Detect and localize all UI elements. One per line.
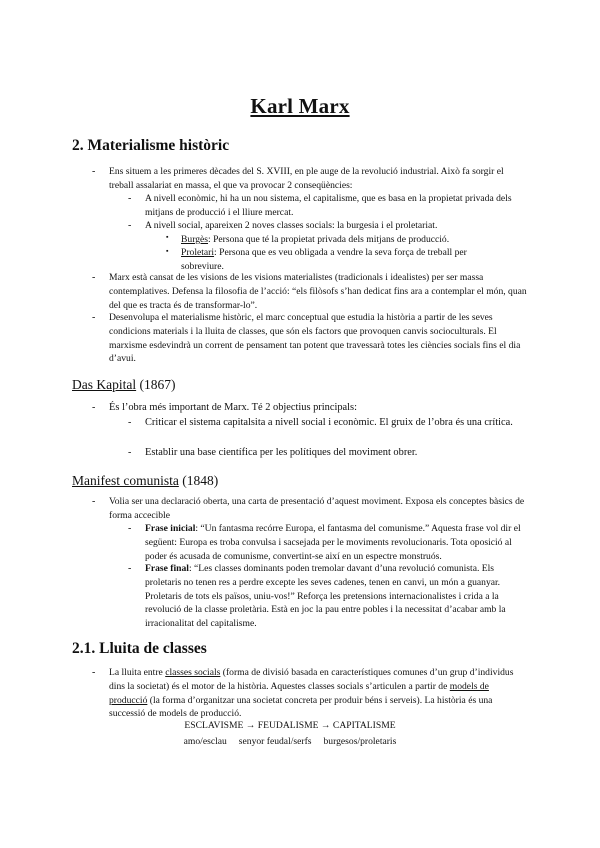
definition-proletari (181, 246, 511, 274)
bullet-dash: - (92, 166, 96, 177)
subheading-das-kapital (72, 377, 175, 393)
quote-label: Frase final (145, 563, 189, 574)
definition-burges-text: : Persona que té la propietat privada dels mitjans de producció. (208, 234, 450, 245)
sub-item: A nivell econòmic, hi ha un nou sistema, el capitalisme, que es basa en la propietat privada dels mitjans de producció i el lliure mercat. (145, 193, 512, 218)
paragraph: Desenvolupa el materialisme històric, el marc conceptual que estudia la història a partir de les seves condicions materials i la lluita de classes, que són els factors que provoquen canvis socioculturals. El marxisme esdevindrà un corrent de pensament tan potent que travessarà totes les ciències socials fins el dia d’avui. (109, 312, 521, 365)
sub-item (145, 522, 529, 563)
subheading-manifest (72, 473, 218, 489)
bullet-dash: - (92, 312, 96, 323)
sub-item: Establir una base científica per les polítiques del moviment obrer. (145, 447, 418, 458)
term-burges: Burgès (181, 234, 209, 245)
square-bullet: ▪ (166, 247, 169, 255)
paragraph-text: (forma de divisió basada en característiques comunes d’un grup d’individus dins la societat) és el motor de la història. Aquestes classes socials s’articulen a partir de (109, 667, 514, 692)
section-heading-lluita: 2.1. Lluita de classes (72, 640, 207, 657)
square-bullet: ▪ (166, 233, 169, 241)
book-year: (1867) (136, 377, 176, 392)
book-title: Das Kapital (72, 377, 137, 392)
book-year: (1848) (178, 473, 219, 488)
production-models-chain: ESCLAVISME → FEUDALISME → CAPITALISME (184, 720, 396, 731)
definition-proletari-text: : Persona que es veu obligada a vendre la seva força de treball per sobreviure. (181, 247, 467, 272)
paragraph (109, 666, 529, 721)
bullet-dash: - (92, 402, 96, 413)
paragraph-text: (la forma d’organitzar una societat concreta per produir béns i serveis). La història és una successió de models de producció. (109, 694, 493, 720)
bullet-dash: - (128, 193, 132, 204)
sub-item (145, 562, 529, 631)
bullet-dash: - (128, 220, 132, 231)
bullet-dash: - (128, 523, 132, 534)
book-title: Manifest comunista (72, 473, 179, 488)
page-title: Karl Marx (250, 94, 350, 118)
quote-text: : “Un fantasma recórre Europa, el fantasma del comunisme.” Aquesta frase vol dir el següent: Europa es troba convulsa i sacsejada per le moviments revolucionaris. Tota oposició al poder és acusada de comunisme, convertint-se així en un espectre monstruós. (145, 523, 521, 562)
class-pairs: amo/esclau senyor feudal/serfs burgesos/proletaris (183, 736, 397, 747)
sub-item: Criticar el sistema capitalsita a nivell social i econòmic. El gruix de l’obra és una crítica. (145, 417, 513, 428)
paragraph: Ens situem a les primeres dècades del S. XVIII, en ple auge de la revolució industrial. Això fa sorgir el treball assalariat en massa, el que va provocar 2 conseqüències: (109, 166, 504, 191)
bullet-dash: - (92, 496, 96, 507)
quote-label: Frase inicial (145, 523, 196, 534)
term-classes-socials: classes socials (165, 667, 221, 678)
paragraph: Volia ser una declaració oberta, una carta de presentació d’aquest moviment. Exposa els conceptes bàsics de forma accecible (109, 496, 525, 521)
bullet-dash: - (92, 272, 96, 283)
paragraph-text: La lluita entre (109, 667, 166, 678)
paragraph: És l’obra més important de Marx. Té 2 objectius principals: (109, 402, 357, 413)
bullet-dash: - (128, 417, 132, 428)
bullet-dash: - (92, 667, 96, 678)
sub-item: A nivell social, apareixen 2 noves classes socials: la burgesia i el proletariat. (145, 220, 438, 231)
paragraph: Marx està cansat de les visions de les visions materialistes (tradicionals i idealistes) per ser massa contemplatives. Defensa la filosofia de l’acció: “els filòsofs s’han dedicat fins ara a contemplar el món, quan del que es tracta és de transformar-lo”. (109, 272, 527, 311)
term-models-produccio: models de producció (109, 680, 489, 706)
section-heading-materialisme: 2. Materialisme històric (72, 137, 230, 154)
term-proletari: Proletari (181, 247, 215, 258)
bullet-dash: - (128, 447, 132, 458)
bullet-dash: - (128, 563, 132, 574)
quote-text: : “Les classes dominants poden tremolar davant d’una revolució comunista. Els proletaris no tenen res a perdre excepte les seves cadenes, tenen en canvi, un món a guanyar. Proletaris de tots els països, uniu-vos!” Reforça les pretensions internacionalistes i crida a la revolució de la classe proletària. Està en joc la pau entre pobles i la necessitat d’acabar amb la irracionalitat del capitalisme. (145, 563, 506, 630)
definition-burges (181, 233, 521, 247)
